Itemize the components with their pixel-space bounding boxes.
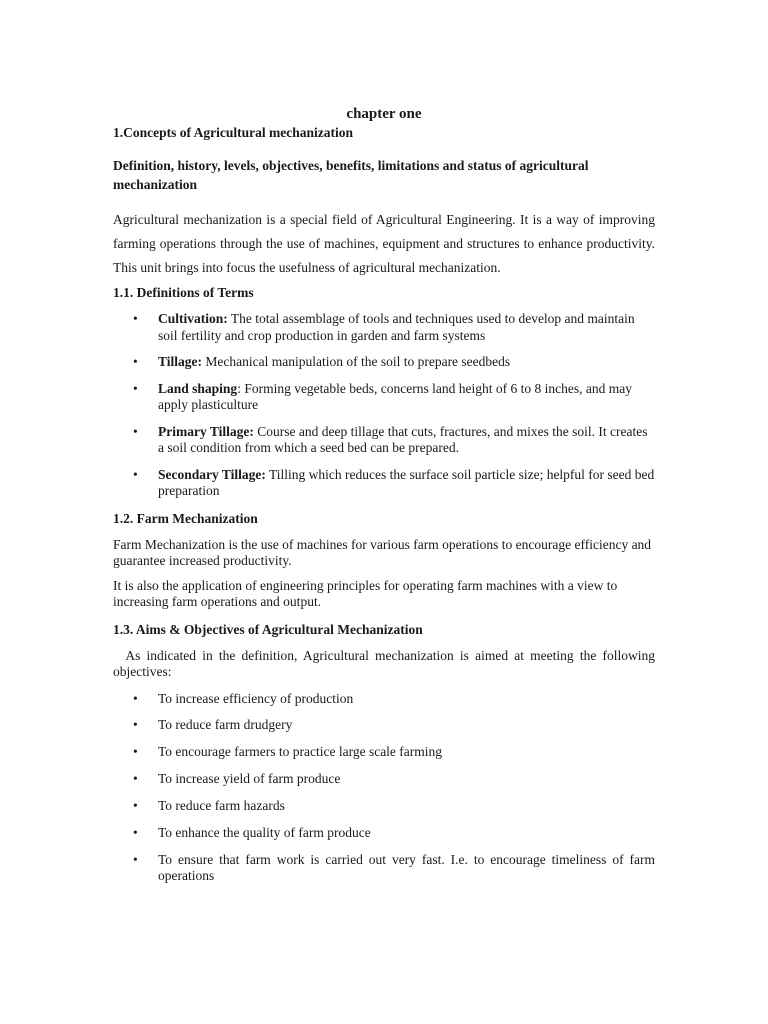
definition-text: The total assemblage of tools and techniques used to develop and maintain soil fertility and crop production in garden and farm systems <box>158 311 635 343</box>
document-page <box>113 104 659 895</box>
section-1-2-title: 1.2. Farm Mechanization <box>113 510 258 526</box>
list-item <box>113 381 655 414</box>
bullet-icon: • <box>133 744 138 760</box>
definition-text: Mechanical manipulation of the soil to prepare seedbeds <box>202 354 511 369</box>
objective-text: To increase efficiency of production <box>158 690 354 706</box>
objectives-intro: As indicated in the definition, Agricultural mechanization is aimed at meeting the following objectives: <box>113 647 659 679</box>
list-item <box>113 771 655 788</box>
objectives-list <box>113 691 655 885</box>
list-item <box>113 852 655 885</box>
objective-text: To reduce farm drudgery <box>158 717 293 733</box>
list-item <box>113 825 655 842</box>
bullet-icon: • <box>133 798 138 814</box>
farm-mechanization-paragraph-1: Farm Mechanization is the use of machines for various farm operations to encourage efficiency and guarantee increased productivity. <box>113 536 652 568</box>
bullet-icon: • <box>133 690 138 706</box>
farm-mechanization-paragraph-2: It is also the application of engineering principles for operating farm machines with a view to increasing farm operations and output. <box>113 577 618 609</box>
list-item <box>113 467 655 500</box>
bullet-icon: • <box>133 311 138 326</box>
objective-text: To ensure that farm work is carried out very fast. I.e. to encourage timeliness of farm operations <box>158 851 655 884</box>
list-item <box>113 424 655 457</box>
list-item <box>113 744 655 761</box>
list-item <box>113 354 655 371</box>
definition-text: Course and deep tillage that cuts, fractures, and mixes the soil. It creates a soil condition from which a seed bed can be prepared. <box>158 423 648 455</box>
chapter-title: chapter one <box>346 106 422 122</box>
bullet-icon: • <box>133 771 138 787</box>
chapter-subheading: Definition, history, levels, objectives, benefits, limitations and status of agricultural mechanization <box>113 158 589 192</box>
bullet-icon: • <box>133 466 138 482</box>
section-1-3-title: 1.3. Aims & Objectives of Agricultural Mechanization <box>113 621 423 637</box>
list-item <box>113 717 655 734</box>
definition-term: Tillage: <box>158 354 203 369</box>
definition-term: Primary Tillage: <box>158 423 254 439</box>
bullet-icon: • <box>133 354 138 369</box>
definition-term: Secondary Tillage: <box>158 466 266 482</box>
objective-text: To reduce farm hazards <box>158 798 285 814</box>
bullet-icon: • <box>133 851 138 867</box>
definition-text: Tilling which reduces the surface soil particle size; helpful for seed bed preparation <box>158 466 655 498</box>
list-item <box>113 798 655 815</box>
intro-paragraph: Agricultural mechanization is a special field of Agricultural Engineering. It is a way of improving farming operations through the use of machines, equipment and structures to enhance productivity. This unit brings into focus the usefulness of agricultural mechanization. <box>113 212 655 275</box>
section-1-1-title: 1.1. Definitions of Terms <box>113 285 254 300</box>
definition-text: : Forming vegetable beds, concerns land height of 6 to 8 inches, and may apply plasticulture <box>158 380 632 412</box>
definition-term: Land shaping <box>158 380 238 396</box>
list-item <box>113 311 655 344</box>
list-item <box>113 691 655 708</box>
definitions-list <box>113 311 655 500</box>
bullet-icon: • <box>133 717 138 733</box>
objective-text: To increase yield of farm produce <box>158 771 341 787</box>
chapter-heading: 1.Concepts of Agricultural mechanization <box>113 125 353 140</box>
objective-text: To encourage farmers to practice large scale farming <box>158 744 443 760</box>
bullet-icon: • <box>133 824 138 840</box>
bullet-icon: • <box>133 380 138 396</box>
definition-term: Cultivation: <box>158 311 228 326</box>
objective-text: To enhance the quality of farm produce <box>158 824 371 840</box>
bullet-icon: • <box>133 423 138 439</box>
